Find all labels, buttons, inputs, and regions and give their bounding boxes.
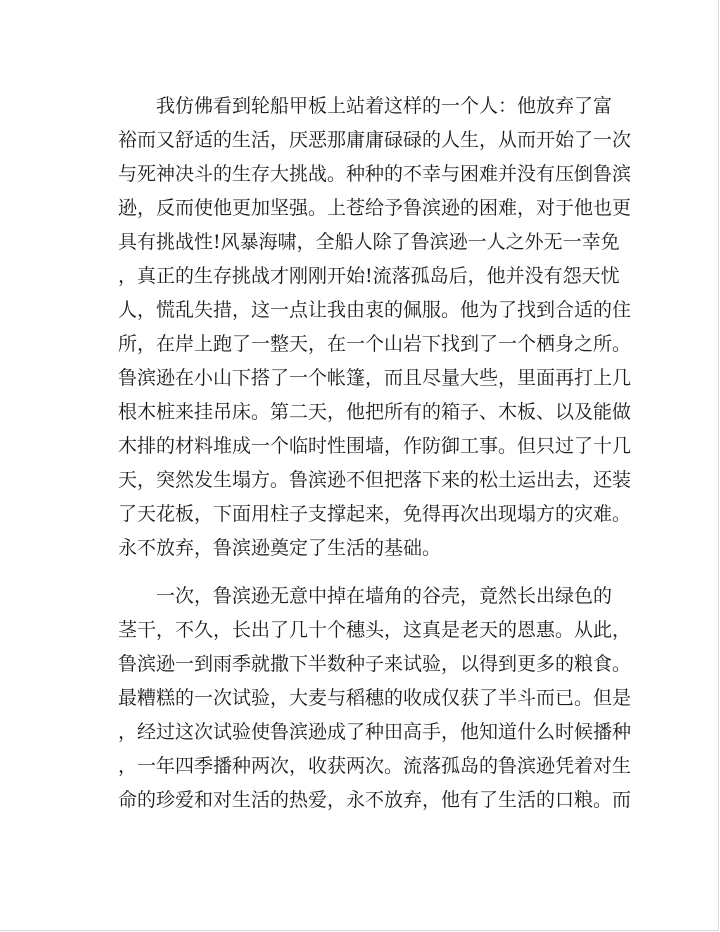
text-line: ，真正的生存挑战才刚刚开始!流落孤岛后，他并没有怨天忧 — [118, 265, 620, 287]
text-line: 裕而又舒适的生活，厌恶那庸庸碌碌的人生，从而开始了一次 — [118, 129, 632, 151]
text-line: 所，在岸上跑了一整天，在一个山岩下找到了一个栖身之所。 — [118, 333, 632, 355]
text-line: 逊，反而使他更加坚强。上苍给予鲁滨逊的困难，对于他也更 — [118, 197, 632, 219]
text-line: 人，慌乱失措，这一点让我由衷的佩服。他为了找到合适的住 — [118, 299, 632, 321]
text-line: 鲁滨逊在小山下搭了一个帐篷，而且尽量大些，里面再打上几 — [118, 367, 632, 389]
text-line: 了天花板，下面用柱子支撑起来，免得再次出现塌方的灾难。 — [118, 503, 632, 525]
paragraph-2 — [118, 579, 632, 817]
text-line: ，一年四季播种两次，收获两次。流落孤岛的鲁滨逊凭着对生 — [118, 755, 632, 777]
text-line: 茎干，不久，长出了几十个穗头，这真是老天的恩惠。从此， — [118, 619, 632, 641]
text-line: 木排的材料堆成一个临时性围墙，作防御工事。但只过了十几 — [118, 435, 632, 457]
text-line: 天，突然发生塌方。鲁滨逊不但把落下来的松土运出去，还装 — [118, 469, 632, 491]
text-line: 根木桩来挂吊床。第二天，他把所有的箱子、木板、以及能做 — [118, 401, 632, 423]
text-line: ，经过这次试验使鲁滨逊成了种田高手，他知道什么时候播种 — [118, 721, 632, 743]
paragraph-1 — [118, 89, 632, 565]
text-line: 具有挑战性!风暴海啸，全船人除了鲁滨逊一人之外无一幸免 — [118, 231, 620, 253]
text-line: 我仿佛看到轮船甲板上站着这样的一个人：他放弃了富 — [118, 95, 613, 117]
text-line: 命的珍爱和对生活的热爱，永不放弃，他有了生活的口粮。而 — [118, 789, 632, 811]
text-line: 与死神决斗的生存大挑战。种种的不幸与困难并没有压倒鲁滨 — [118, 163, 632, 185]
text-line: 一次，鲁滨逊无意中掉在墙角的谷壳，竟然长出绿色的 — [118, 585, 613, 607]
text-line: 鲁滨逊一到雨季就撒下半数种子来试验，以得到更多的粮食。 — [118, 653, 632, 675]
text-line: 最糟糕的一次试验，大麦与稻穗的收成仅获了半斗而已。但是 — [118, 687, 632, 709]
text-line: 永不放弃，鲁滨逊奠定了生活的基础。 — [118, 537, 442, 559]
